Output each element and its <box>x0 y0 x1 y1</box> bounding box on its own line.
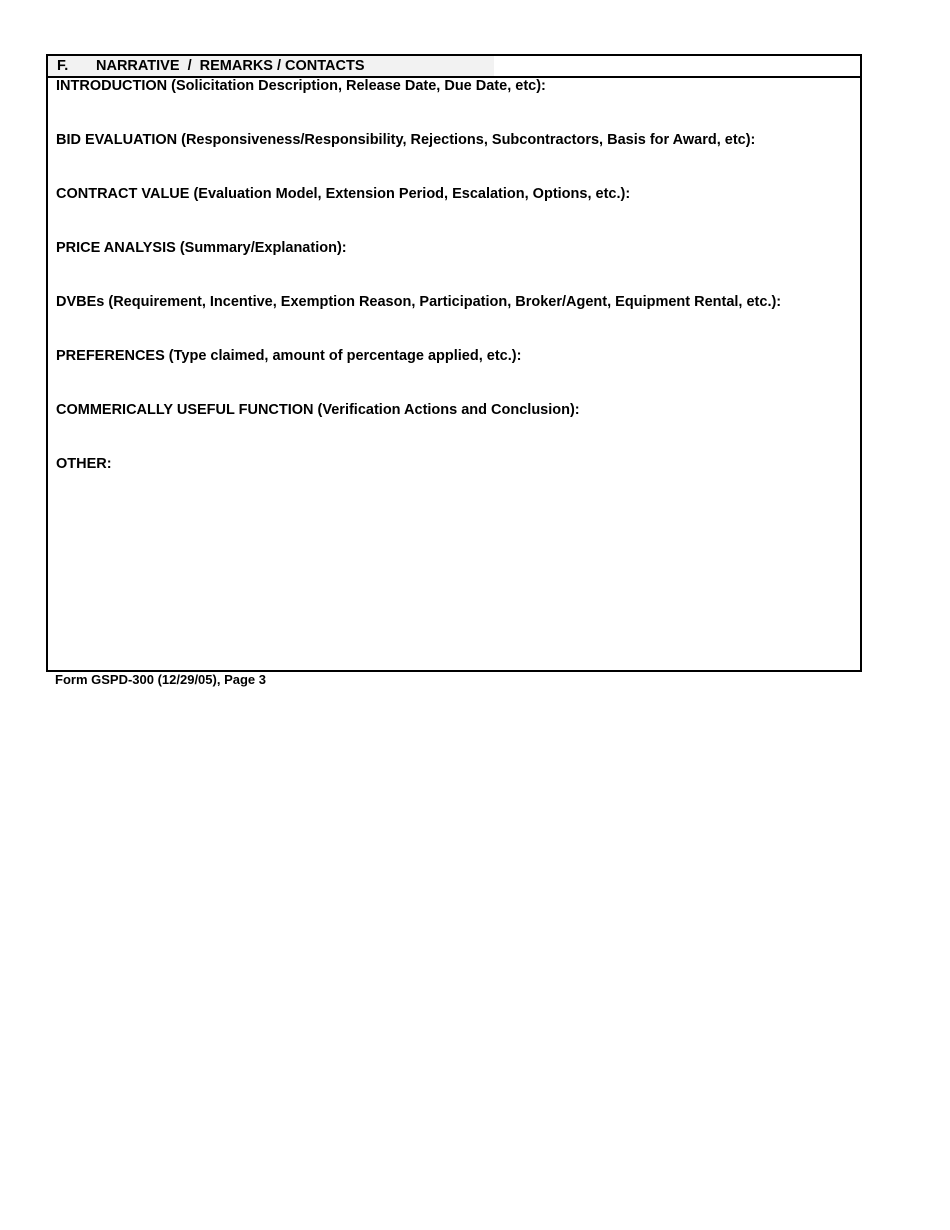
form-footer: Form GSPD-300 (12/29/05), Page 3 <box>55 672 266 687</box>
field-label-dvbes: DVBEs (Requirement, Incentive, Exemption Reason, Participation, Broker/Agent, Equipment Rental, etc.): <box>56 294 782 310</box>
field-label-price-analysis: PRICE ANALYSIS (Summary/Explanation): <box>56 240 347 256</box>
field-label-contract-value: CONTRACT VALUE (Evaluation Model, Extension Period, Escalation, Options, etc.): <box>56 186 631 202</box>
field-label-other: OTHER: <box>56 456 112 472</box>
section-header <box>48 56 860 78</box>
field-label-preferences: PREFERENCES (Type claimed, amount of percentage applied, etc.): <box>56 348 522 364</box>
field-label-introduction: INTRODUCTION (Solicitation Description, Release Date, Due Date, etc): <box>56 78 546 94</box>
field-label-commercially-useful-function: COMMERICALLY USEFUL FUNCTION (Verification Actions and Conclusion): <box>56 402 580 418</box>
field-label-bid-evaluation: BID EVALUATION (Responsiveness/Responsibility, Rejections, Subcontractors, Basis for Award, etc): <box>56 132 756 148</box>
section-title: NARRATIVE / REMARKS / CONTACTS <box>96 58 365 74</box>
narrative-form-section <box>46 54 862 672</box>
section-letter: F. <box>57 58 69 74</box>
